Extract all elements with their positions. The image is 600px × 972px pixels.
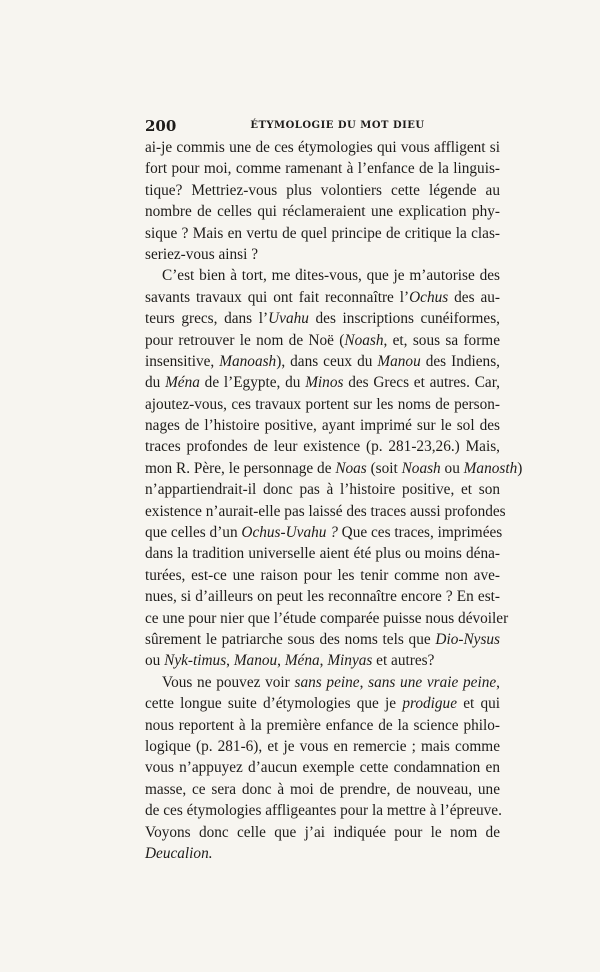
text-line: [145, 351, 500, 372]
text-segment: seriez-vous ainsi ?: [145, 245, 258, 263]
text-line: [145, 522, 503, 543]
running-title: ÉTYMOLOGIE DU MOT DIEU: [250, 120, 425, 131]
text-segment: nages de l’histoire positive, ayant imprimé sur le sol des: [145, 417, 500, 435]
text-segment: teurs grecs, dans l’: [145, 310, 269, 328]
text-line: [145, 608, 509, 629]
text-segment: ou: [440, 459, 464, 477]
text-line: [145, 180, 500, 201]
text-line: [145, 244, 500, 265]
text-segment: ou: [145, 652, 165, 670]
text-line: [145, 501, 506, 522]
text-segment: des au-: [448, 288, 500, 306]
text-line: [145, 779, 500, 800]
text-segment: mon R. Père, le personnage de: [145, 459, 336, 477]
text-segment: nous reportent à la première enfance de la science philo-: [145, 716, 500, 734]
text-line: [145, 372, 500, 393]
text-segment: , et, sous sa forme: [383, 331, 500, 349]
italic-text: Uvahu: [268, 310, 309, 328]
text-segment: des Grecs et autres. Car,: [343, 374, 500, 392]
text-segment: Vous ne pouvez voir: [162, 673, 295, 691]
text-segment: ,: [277, 652, 285, 670]
text-segment: sûrement le patriarche sous des noms tels que: [145, 630, 436, 648]
text-segment: (soit: [366, 459, 402, 477]
text-segment: turées, est-ce une raison pour les tenir comme non ave-: [145, 566, 500, 584]
page-number: 200: [145, 117, 177, 135]
text-segment: que celles d’un: [145, 524, 242, 542]
text-segment: sique ? Mais en vertu de quel principe de critique la clas-: [145, 224, 500, 242]
text-line: [145, 650, 500, 671]
text-line: [145, 201, 500, 222]
italic-text: Ochus: [409, 288, 449, 306]
text-segment: traces profondes de leur existence (p. 281-23,26.) Mais,: [145, 438, 500, 456]
text-line: [145, 800, 500, 821]
text-line: [145, 436, 500, 457]
text-segment: ,: [359, 673, 369, 691]
italic-text: Dio-Nysus: [435, 630, 500, 648]
italic-text: Ména: [165, 374, 200, 392]
text-line: [145, 586, 500, 607]
italic-text: Noas: [335, 459, 367, 477]
text-line: [145, 693, 500, 714]
text-line: [145, 415, 500, 436]
text-line: [145, 757, 500, 778]
text-segment: ce une pour nier que l’étude comparée puisse nous dévoiler: [145, 609, 509, 627]
italic-text: sans peine: [294, 673, 360, 691]
text-segment: ai-je commis une de ces étymologies qui vous affligent si: [145, 139, 500, 156]
text-segment: ajoutez-vous, ces travaux portent sur les noms de person-: [145, 395, 500, 413]
text-segment: nombre de celles qui réclameraient une explication phy-: [145, 203, 500, 221]
text-segment: pour retrouver le nom de Noë (: [145, 331, 345, 349]
body-text: [145, 137, 523, 864]
text-segment: ,: [319, 652, 328, 670]
text-segment: des Indiens,: [420, 352, 500, 370]
text-segment: ,: [496, 673, 500, 691]
text-line: [145, 543, 500, 564]
text-line: [145, 736, 500, 757]
text-segment: des inscriptions cunéiformes,: [308, 310, 500, 328]
text-line: [145, 394, 500, 415]
text-segment: cette longue suite d’étymologies que je: [145, 695, 403, 713]
text-line: [145, 223, 500, 244]
text-segment: Que ces traces, imprimées: [337, 524, 503, 542]
text-segment: ,: [226, 652, 234, 670]
text-segment: et autres?: [372, 652, 435, 670]
italic-text: Ména: [284, 652, 320, 670]
text-line: [145, 822, 500, 843]
italic-text: Minyas: [327, 652, 373, 670]
text-segment: du: [145, 374, 166, 392]
italic-text: Nyk-timus: [164, 652, 227, 670]
italic-text: Noash: [344, 331, 384, 349]
text-line: [145, 479, 500, 500]
italic-text: sans une vraie peine: [368, 673, 497, 691]
italic-text: Manou: [233, 652, 278, 670]
text-segment: fort pour moi, comme ramenant à l’enfance de la linguis-: [145, 160, 500, 178]
text-segment: savants travaux qui ont fait reconnaître l’: [145, 288, 410, 306]
italic-text: Manoash: [219, 352, 277, 370]
text-segment: masse, ce sera donc à moi de prendre, de nouveau, une: [145, 780, 500, 798]
page-header: [145, 117, 500, 137]
text-line: [145, 330, 500, 351]
text-line: [145, 843, 500, 864]
text-segment: insensitive,: [145, 352, 220, 370]
text-segment: C’est bien à tort, me dites-vous, que je m’autorise des: [162, 267, 500, 285]
text-segment: nues, si d’ailleurs on peut les reconnaître encore ? En est-: [145, 588, 500, 606]
text-line: [145, 158, 500, 179]
italic-text: Ochus-Uvahu ?: [241, 524, 338, 542]
text-segment: vous n’appuyez d’aucun exemple cette condamnation en: [145, 759, 500, 777]
text-line: [145, 265, 500, 286]
italic-text: Deucalion.: [145, 844, 213, 862]
text-line: [145, 672, 500, 693]
italic-text: Noash: [401, 459, 441, 477]
text-line: [145, 458, 523, 479]
text-segment: de ces étymologies affligeantes pour la mettre à l’épreuve.: [145, 802, 502, 820]
italic-text: Manou: [377, 352, 421, 370]
text-line: [145, 629, 500, 650]
text-segment: Voyons donc celle que j’ai indiquée pour le nom de: [145, 823, 500, 841]
text-segment: n’appartiendrait-il donc pas à l’histoire positive, et son: [145, 481, 500, 499]
text-line: [145, 137, 500, 158]
text-segment: ): [517, 459, 523, 477]
text-segment: tique? Mettriez-vous plus volontiers cette légende au: [145, 181, 500, 199]
text-segment: existence n’aurait-elle pas laissé des traces aussi profondes: [145, 502, 506, 520]
italic-text: Minos: [305, 374, 344, 392]
text-segment: de l’Egypte, du: [199, 374, 306, 392]
text-segment: et qui: [456, 695, 500, 713]
text-line: [145, 715, 500, 736]
italic-text: Manosth: [463, 459, 518, 477]
text-line: [145, 565, 500, 586]
italic-text: prodigue: [402, 695, 457, 713]
text-segment: ), dans ceux du: [276, 352, 378, 370]
text-line: [145, 287, 500, 308]
text-segment: logique (p. 281-6), et je vous en remercie ; mais comme: [145, 737, 500, 755]
text-line: [145, 308, 500, 329]
text-segment: dans la tradition universelle aient été plus ou moins déna-: [145, 545, 500, 563]
